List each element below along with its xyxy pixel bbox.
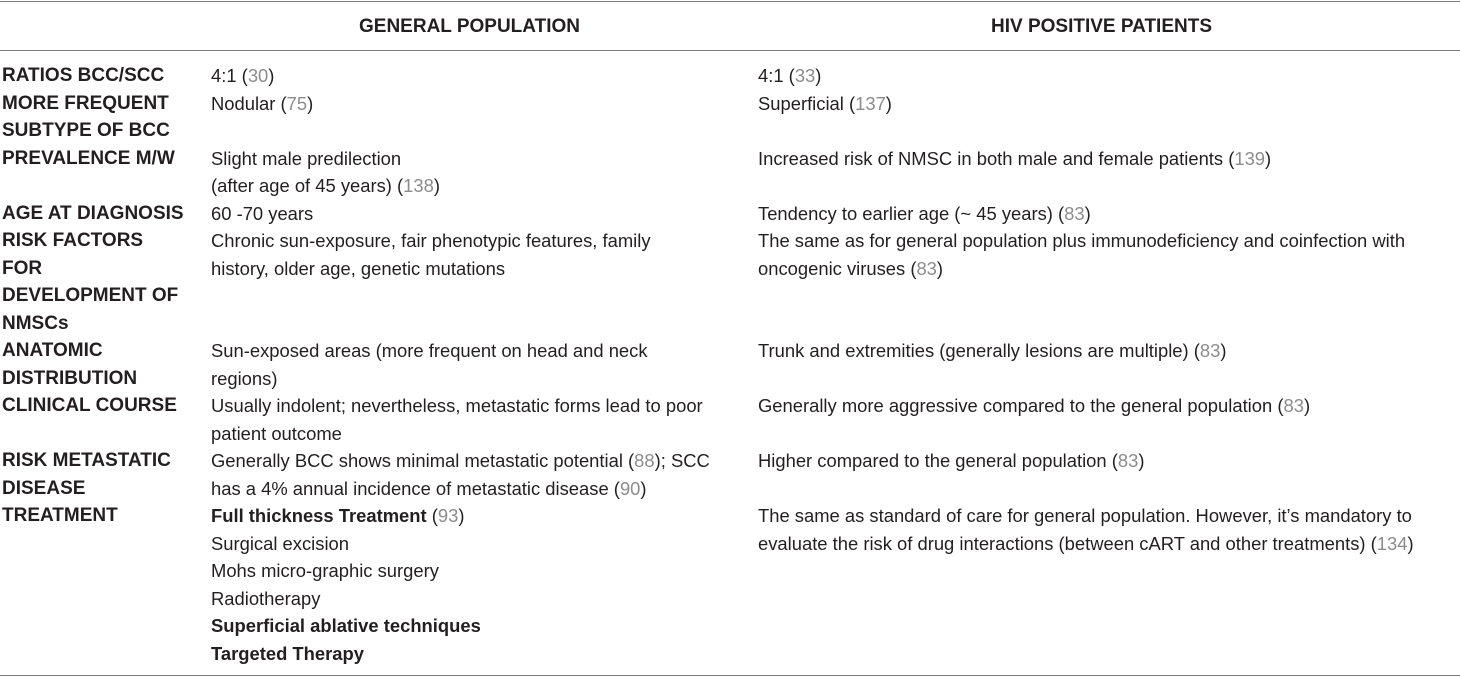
cell-hiv-subtype [758, 90, 1458, 118]
cell-text: Tendency to earlier age (~ 45 years) ( [758, 202, 1065, 224]
row-label-clinical-course [2, 392, 177, 420]
cell-line [211, 200, 741, 228]
cell-line: RATIOS BCC/SCC [2, 65, 165, 86]
table-bottom-rule [0, 675, 1460, 676]
cell-general-clinical-course [211, 392, 741, 447]
cell-line [758, 337, 1458, 365]
cell-text: Superficial ablative techniques [211, 615, 481, 636]
cell-line: DISTRIBUTION [2, 367, 138, 389]
cell-text: ) [885, 92, 892, 114]
cell-text: 4:1 ( [211, 65, 248, 86]
cell-hiv-clinical-course [758, 392, 1458, 420]
cell-text: Trunk and extremities (generally lesions are multiple) ( [758, 340, 1200, 361]
header-general-population: GENERAL POPULATION [359, 16, 580, 37]
cell-line [211, 612, 741, 640]
cell-line: DISEASE [2, 477, 86, 499]
cell-line: MORE FREQUENT [2, 92, 169, 114]
cell-text: Sun-exposed areas (more frequent on head and neck [211, 340, 648, 361]
cell-hiv-ratios [758, 62, 1458, 90]
citation-ref: 88 [634, 450, 655, 471]
cell-text: Superficial ( [758, 92, 856, 114]
cell-line: SUBTYPE OF BCC [2, 120, 170, 141]
cell-line [211, 227, 741, 255]
citation-ref: 83 [1117, 450, 1139, 471]
header-hiv-positive-patients: HIV POSITIVE PATIENTS [991, 16, 1212, 37]
cell-text: Surgical excision [211, 532, 349, 554]
cell-line: TREATMENT [2, 505, 118, 526]
cell-text: ) [307, 92, 314, 114]
cell-text: Increased risk of NMSC in both male and female patients ( [758, 147, 1235, 169]
cell-general-anatomic [211, 337, 741, 392]
cell-text: ) [936, 257, 944, 279]
cell-line [211, 585, 741, 613]
cell-line [211, 337, 741, 365]
citation-ref: 93 [437, 505, 459, 526]
cell-text: ) [268, 65, 275, 86]
citation-ref: 33 [794, 65, 816, 86]
cell-text: Full thickness Treatment [211, 505, 427, 526]
cell-line [758, 227, 1458, 255]
cell-text: Slight male predilection [211, 147, 402, 169]
cell-line [211, 90, 741, 118]
cell-text: Generally more aggressive compared to the general population ( [758, 395, 1284, 416]
cell-line: ANATOMIC [2, 340, 103, 361]
cell-general-risk-factors [211, 227, 741, 282]
cell-text: ) [1084, 202, 1091, 224]
header-bottom-rule [0, 50, 1460, 51]
cell-general-age [211, 200, 741, 228]
cell-text: ); SCC [654, 450, 710, 471]
citation-ref: 134 [1376, 532, 1408, 554]
cell-general-treatment [211, 502, 741, 667]
citation-ref: 30 [247, 65, 269, 86]
cell-text: 4:1 ( [758, 65, 795, 86]
cell-line: FOR [2, 257, 43, 279]
row-label-treatment [2, 502, 118, 530]
cell-text: ( [426, 505, 438, 526]
cell-line [758, 447, 1458, 475]
cell-text: Nodular ( [211, 92, 287, 114]
citation-ref: 83 [1199, 340, 1221, 361]
citation-ref: 83 [1283, 395, 1304, 416]
cell-line: CLINICAL COURSE [2, 395, 177, 416]
cell-line [211, 420, 741, 448]
cell-general-ratios [211, 62, 741, 90]
cell-line: AGE AT DIAGNOSIS [2, 202, 184, 224]
row-label-ratios-bcc-scc [2, 62, 164, 90]
citation-ref: 137 [855, 92, 886, 114]
cell-line [211, 475, 741, 503]
cell-line [758, 62, 1458, 90]
cell-hiv-metastatic [758, 447, 1458, 475]
cell-text: Mohs micro-graphic surgery [211, 560, 439, 581]
citation-ref: 90 [619, 477, 641, 499]
cell-text: The same as standard of care for general population. However, it’s mandatory to [758, 505, 1412, 526]
cell-hiv-risk-factors [758, 227, 1458, 282]
cell-text: Targeted Therapy [211, 642, 364, 664]
cell-text: ) [1220, 340, 1227, 361]
cell-line [211, 392, 741, 420]
cell-text: history, older age, genetic mutations [211, 257, 506, 279]
cell-text: patient outcome [211, 422, 342, 444]
cell-text: evaluate the risk of drug interactions (between cART and other treatments) ( [758, 532, 1377, 554]
row-label-frequent-subtype [2, 90, 170, 145]
cell-line [211, 530, 741, 558]
cell-line [758, 502, 1458, 530]
table-top-rule [0, 1, 1460, 2]
cell-text: Usually indolent; nevertheless, metastatic forms lead to poor [211, 395, 703, 416]
cell-text: Radiotherapy [211, 587, 321, 609]
cell-text: (after age of 45 years) ( [211, 175, 404, 196]
cell-hiv-treatment [758, 502, 1458, 557]
cell-text: regions) [211, 367, 278, 389]
row-label-prevalence [2, 145, 175, 173]
row-label-anatomic-distribution [2, 337, 137, 392]
cell-line: NMSCs [2, 312, 69, 334]
cell-hiv-prevalence [758, 145, 1458, 173]
citation-ref: 75 [286, 92, 308, 114]
row-label-risk-factors [2, 227, 178, 337]
cell-line [211, 557, 741, 585]
citation-ref: 83 [1064, 202, 1085, 224]
cell-hiv-anatomic [758, 337, 1458, 365]
cell-text: Chronic sun-exposure, fair phenotypic features, family [211, 230, 651, 251]
cell-text: ) [1303, 395, 1311, 416]
cell-line [211, 62, 741, 90]
cell-line [211, 502, 741, 530]
cell-text: The same as for general population plus immunodeficiency and coinfection with [758, 230, 1406, 251]
cell-line [211, 447, 741, 475]
cell-text: Higher compared to the general population ( [758, 450, 1118, 471]
cell-line [211, 145, 741, 173]
cell-line [211, 640, 741, 668]
cell-line [211, 172, 741, 200]
row-label-age-at-diagnosis [2, 200, 184, 228]
cell-line [211, 365, 741, 393]
citation-ref: 139 [1234, 147, 1266, 169]
cell-text: 60 -70 years [211, 202, 314, 224]
cell-line: RISK FACTORS [2, 230, 144, 251]
cell-line [758, 145, 1458, 173]
cell-general-prevalence [211, 145, 741, 200]
cell-line [758, 255, 1458, 283]
cell-text: has a 4% annual incidence of metastatic disease ( [211, 477, 620, 499]
cell-line [758, 530, 1458, 558]
cell-text: ) [640, 477, 647, 499]
row-label-risk-metastatic [2, 447, 171, 502]
cell-line: RISK METASTATIC [2, 450, 171, 471]
cell-line [758, 90, 1458, 118]
cell-general-metastatic [211, 447, 741, 502]
cell-text: ) [1407, 532, 1414, 554]
cell-text: ) [433, 175, 440, 196]
cell-line: DEVELOPMENT OF [2, 285, 179, 306]
citation-ref: 138 [403, 175, 434, 196]
cell-line [758, 200, 1458, 228]
cell-text: Generally BCC shows minimal metastatic potential ( [211, 450, 635, 471]
cell-text: oncogenic viruses ( [758, 257, 917, 279]
cell-text: ) [458, 505, 465, 526]
citation-ref: 83 [916, 257, 937, 279]
cell-text: ) [1138, 450, 1145, 471]
cell-hiv-age [758, 200, 1458, 228]
cell-line [758, 392, 1458, 420]
cell-line [211, 255, 741, 283]
cell-general-subtype [211, 90, 741, 118]
cell-line: PREVALENCE M/W [2, 147, 175, 169]
cell-text: ) [815, 65, 822, 86]
cell-text: ) [1265, 147, 1272, 169]
